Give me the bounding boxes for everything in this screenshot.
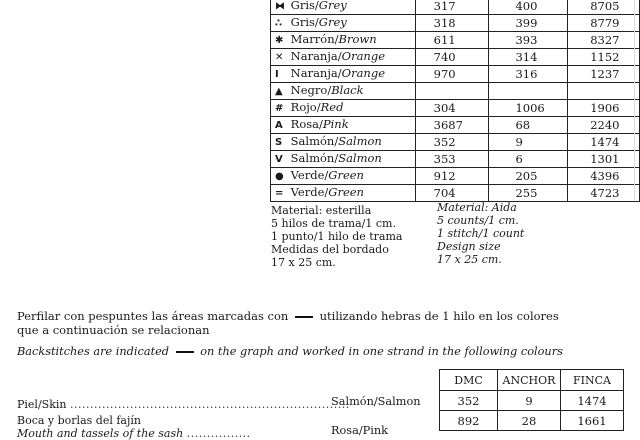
part-mouth-es: Boca y borlas del fajín — [17, 414, 141, 427]
anchor-cell: 6 — [489, 151, 568, 168]
color-name-en: Green — [328, 185, 364, 199]
anchor-cell: 399 — [489, 15, 568, 32]
stitch-symbol-icon: S — [275, 137, 283, 148]
header-finca: FINCA — [561, 370, 624, 391]
material-es-line: Medidas del bordado — [271, 243, 389, 256]
color-name-cell: = Verde/Green — [271, 185, 416, 202]
color-key-table — [270, 0, 640, 202]
color-name-en: Salmon — [338, 151, 382, 165]
color-name-cell: V Salmón/Salmon — [271, 151, 416, 168]
color-name-cell: ∴ Gris/Grey — [271, 15, 416, 32]
dmc-cell: 352 — [415, 134, 489, 151]
finca-cell: 1906 — [568, 100, 640, 117]
header-anchor: ANCHOR — [498, 370, 561, 391]
stitch-symbol-icon: ✱ — [275, 35, 284, 46]
color-row — [271, 134, 640, 151]
part-mouth-color: Rosa/Pink — [331, 424, 388, 437]
material-en-line: 5 counts/1 cm. — [437, 214, 519, 227]
material-es-line: 1 punto/1 hilo de trama — [271, 230, 403, 243]
dmc-cell: 704 — [415, 185, 489, 202]
stitch-symbol-icon: ● — [275, 171, 284, 182]
part-mouth-en-label: Mouth and tassels of the sash — [17, 427, 184, 440]
anchor-cell: 316 — [489, 66, 568, 83]
dmc-cell: 318 — [415, 15, 489, 32]
dmc-cell — [415, 83, 489, 100]
color-name-es: Verde — [290, 185, 325, 199]
dmc-cell: 740 — [415, 49, 489, 66]
backstitch-es-line2: que a continuación se relacionan — [17, 323, 210, 337]
stitch-symbol-icon: ⧓ — [275, 1, 285, 12]
color-name-cell: A Rosa/Pink — [271, 117, 416, 134]
finca-cell: 1152 — [568, 49, 640, 66]
dot-leader: ................ — [186, 427, 251, 440]
color-name-es: Salmón — [290, 134, 335, 148]
color-name-es: Rosa — [290, 117, 319, 131]
color-name-en: Grey — [318, 15, 347, 29]
material-es-line: 17 x 25 cm. — [271, 256, 336, 269]
dmc-cell: 970 — [415, 66, 489, 83]
dmc-cell: 317 — [415, 0, 489, 15]
backstitch-instructions-english — [17, 345, 563, 359]
color-row — [271, 15, 640, 32]
finca-cell: 4723 — [568, 185, 640, 202]
material-spanish — [271, 204, 402, 269]
dmc-cell: 352 — [440, 391, 498, 411]
color-name-cell: ▲ Negro/Black — [271, 83, 416, 100]
anchor-cell: 393 — [489, 32, 568, 49]
material-en-line: Material: Aida — [437, 201, 517, 214]
color-name-cell: S Salmón/Salmon — [271, 134, 416, 151]
material-en-line: 1 stitch/1 count — [437, 227, 525, 240]
backstitch-color-table — [439, 369, 624, 431]
stitch-symbol-icon: A — [275, 120, 283, 131]
backstitch-en-text-a: Backstitches are indicated — [17, 345, 170, 358]
stitch-symbol-icon: ∴ — [275, 18, 282, 29]
color-row — [271, 0, 640, 15]
color-name-es: Negro — [290, 83, 328, 97]
material-en-line: Design size — [437, 240, 501, 253]
material-es-line: 5 hilos de trama/1 cm. — [271, 217, 396, 230]
backstitch-en-text-b: on the graph and worked in one strand in the following colours — [200, 345, 563, 358]
color-name-cell: I Naranja/Orange — [271, 66, 416, 83]
color-row — [271, 151, 640, 168]
anchor-cell: 68 — [489, 117, 568, 134]
page-edge-shadow — [634, 0, 635, 200]
color-name-en: Brown — [338, 32, 377, 46]
color-row — [271, 32, 640, 49]
color-name-es: Rojo — [290, 100, 317, 114]
color-name-en: Black — [331, 83, 364, 97]
backstitch-line-symbol — [176, 351, 194, 353]
part-skin — [17, 398, 350, 411]
finca-cell: 1474 — [561, 391, 624, 411]
stitch-symbol-icon: ▲ — [275, 86, 283, 97]
backstitch-line-symbol — [295, 316, 313, 318]
finca-cell: 2240 — [568, 117, 640, 134]
material-english — [437, 201, 524, 266]
color-name-es: Naranja — [290, 49, 338, 63]
color-name-es: Gris — [290, 15, 315, 29]
color-name-es: Verde — [290, 168, 325, 182]
backstitch-instructions-spanish — [17, 309, 559, 337]
color-name-es: Naranja — [290, 66, 338, 80]
color-row — [271, 185, 640, 202]
color-name-es: Gris — [290, 0, 315, 12]
dmc-cell: 912 — [415, 168, 489, 185]
finca-cell: 1474 — [568, 134, 640, 151]
part-skin-label: Piel/Skin — [17, 398, 67, 411]
finca-cell: 8779 — [568, 15, 640, 32]
color-name-en: Salmon — [338, 134, 382, 148]
stitch-symbol-icon: = — [275, 188, 284, 199]
anchor-cell: 314 — [489, 49, 568, 66]
anchor-cell: 205 — [489, 168, 568, 185]
finca-cell: 1661 — [561, 411, 624, 431]
color-name-es: Marrón — [290, 32, 335, 46]
finca-cell: 4396 — [568, 168, 640, 185]
color-name-cell: # Rojo/Red — [271, 100, 416, 117]
color-name-en: Orange — [341, 66, 385, 80]
finca-cell — [568, 83, 640, 100]
finca-cell: 8705 — [568, 0, 640, 15]
anchor-cell — [489, 83, 568, 100]
backstitch-es-text-b: utilizando hebras de 1 hilo en los colores — [319, 309, 559, 323]
material-en-line: 17 x 25 cm. — [437, 253, 502, 266]
color-name-cell: ✕ Naranja/Orange — [271, 49, 416, 66]
color-name-cell: ⧓ Gris/Grey — [271, 0, 416, 15]
finca-cell: 8327 — [568, 32, 640, 49]
anchor-cell: 400 — [489, 0, 568, 15]
dmc-cell: 353 — [415, 151, 489, 168]
color-row — [271, 100, 640, 117]
finca-cell: 1301 — [568, 151, 640, 168]
color-row — [271, 49, 640, 66]
stitch-symbol-icon: I — [275, 69, 279, 80]
header-dmc: DMC — [440, 370, 498, 391]
anchor-cell: 1006 — [489, 100, 568, 117]
material-es-line: Material: esterilla — [271, 204, 372, 217]
color-row — [271, 83, 640, 100]
color-name-cell: ● Verde/Green — [271, 168, 416, 185]
dmc-cell: 892 — [440, 411, 498, 431]
color-row — [271, 66, 640, 83]
backstitch-es-text-a: Perfilar con pespuntes las áreas marcadas con — [17, 309, 289, 323]
finca-cell: 1237 — [568, 66, 640, 83]
color-name-en: Pink — [322, 117, 349, 131]
color-name-en: Red — [320, 100, 344, 114]
color-name-es: Salmón — [290, 151, 335, 165]
anchor-cell: 255 — [489, 185, 568, 202]
stitch-symbol-icon: # — [275, 103, 284, 114]
stitch-symbol-icon: ✕ — [275, 52, 284, 63]
color-row — [271, 117, 640, 134]
anchor-cell: 28 — [498, 411, 561, 431]
color-name-cell: ✱ Marrón/Brown — [271, 32, 416, 49]
color-row — [271, 168, 640, 185]
part-skin-color: Salmón/Salmon — [331, 395, 421, 408]
dmc-cell: 3687 — [415, 117, 489, 134]
anchor-cell: 9 — [498, 391, 561, 411]
anchor-cell: 9 — [489, 134, 568, 151]
dmc-cell: 304 — [415, 100, 489, 117]
part-mouth-en — [17, 427, 251, 440]
dmc-cell: 611 — [415, 32, 489, 49]
stitch-symbol-icon: V — [275, 154, 283, 165]
dot-leader: ...................................................................... — [69, 398, 350, 411]
color-name-en: Grey — [318, 0, 347, 12]
color-name-en: Green — [328, 168, 364, 182]
color-name-en: Orange — [341, 49, 385, 63]
